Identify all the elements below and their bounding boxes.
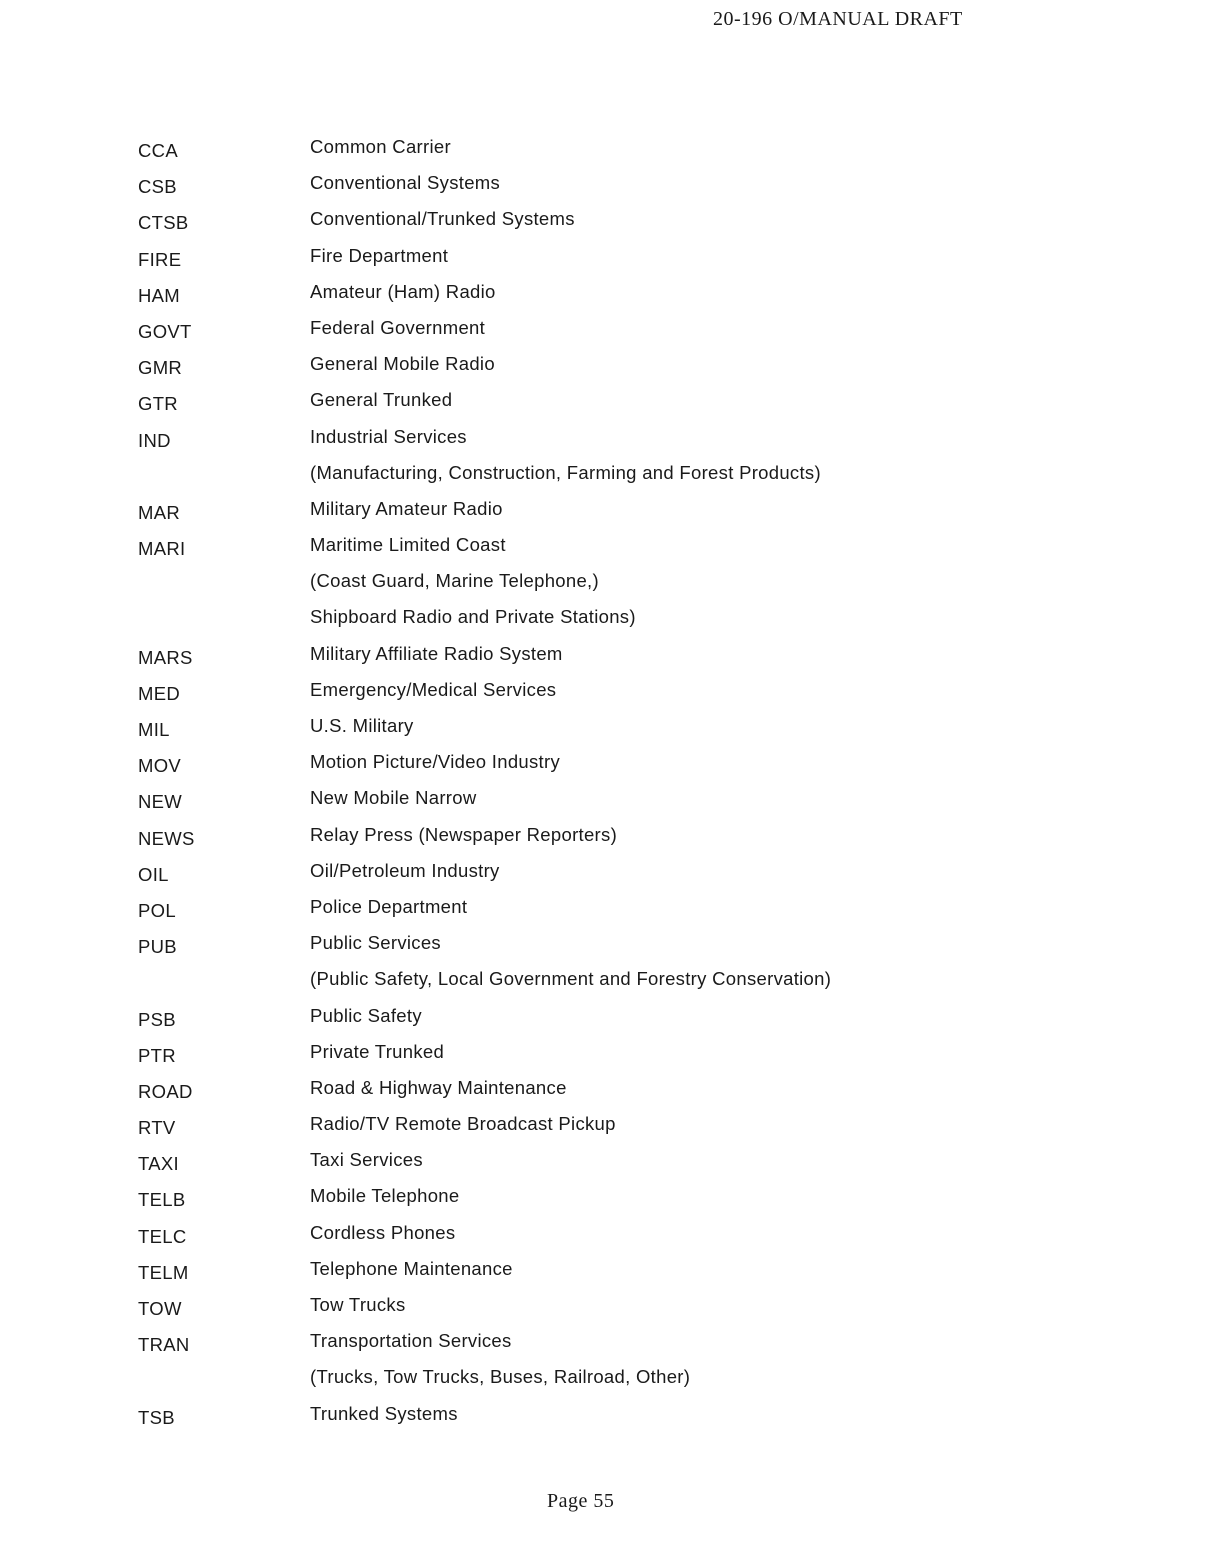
list-item [138,389,1038,425]
abbreviation-code: PTR [138,1044,176,1066]
list-item [138,643,1038,679]
abbreviation-description: Public Services [310,932,441,954]
list-item [138,1222,1038,1258]
list-item [138,932,1038,968]
abbreviation-description: U.S. Military [310,715,414,736]
abbreviation-code: TELB [138,1189,186,1211]
list-item [138,1258,1038,1294]
abbreviation-code: TAXI [138,1153,179,1175]
document-header: 20-196 O/MANUAL DRAFT [713,8,963,30]
abbreviation-description: (Public Safety, Local Government and Forestry Conservation) [310,968,832,990]
list-item [138,751,1038,787]
abbreviation-description: Relay Press (Newspaper Reporters) [310,823,618,845]
list-item [138,1403,1038,1439]
abbreviation-code: CTSB [138,212,189,234]
abbreviation-description: Trunked Systems [310,1402,458,1424]
abbreviation-description: Radio/TV Remote Broadcast Pickup [310,1113,616,1135]
abbreviation-description: Maritime Limited Coast [310,534,506,556]
abbreviation-description: Military Amateur Radio [310,497,503,519]
abbreviation-description: General Mobile Radio [310,353,495,375]
list-item [138,787,1038,823]
abbreviation-description: Oil/Petroleum Industry [310,859,500,881]
abbreviation-code: MOV [138,755,182,777]
abbreviation-description: Police Department [310,895,468,917]
list-item [138,1005,1038,1041]
list-item [138,1294,1038,1330]
list-item [138,498,1038,534]
abbreviation-description: Transportation Services [310,1330,512,1352]
abbreviation-code: GMR [138,357,183,379]
abbreviation-description: Motion Picture/Video Industry [310,751,561,773]
abbreviation-description: Military Affiliate Radio System [310,642,563,664]
list-item-continuation [138,462,1038,498]
list-item [138,317,1038,353]
list-item [138,208,1038,244]
list-item-continuation [138,570,1038,606]
list-item [138,281,1038,317]
list-item [138,353,1038,389]
abbreviation-description: Public Safety [310,1004,422,1026]
list-item-continuation [138,968,1038,1004]
abbreviation-code: GOVT [138,320,192,342]
list-item [138,679,1038,715]
list-item [138,1330,1038,1366]
list-item [138,1185,1038,1221]
abbreviation-description: Mobile Telephone [310,1185,460,1207]
abbreviation-description: Common Carrier [310,136,451,157]
abbreviation-code: HAM [138,284,181,306]
abbreviation-code: MAR [138,501,181,523]
list-item [138,534,1038,570]
abbreviation-code: TELC [138,1225,187,1247]
abbreviation-description: Road & Highway Maintenance [310,1076,567,1098]
abbreviation-code: IND [138,429,171,451]
abbreviation-description: Federal Government [310,316,486,338]
abbreviation-code: OIL [138,863,169,885]
abbreviation-code: MED [138,682,181,704]
list-item [138,715,1038,751]
abbreviation-description: Telephone Maintenance [310,1257,513,1279]
abbreviation-code: TRAN [138,1334,190,1356]
abbreviation-code: TOW [138,1298,182,1319]
abbreviation-description: Conventional Systems [310,172,501,194]
abbreviation-code: POL [138,899,176,921]
list-item [138,1149,1038,1185]
abbreviation-description: Private Trunked [310,1040,445,1062]
list-item [138,136,1038,172]
list-item-continuation [138,1366,1038,1402]
list-item [138,172,1038,208]
abbreviation-code: CSB [138,176,177,198]
list-item [138,824,1038,860]
list-item-continuation [138,606,1038,642]
list-item [138,245,1038,281]
abbreviation-description: Tow Trucks [310,1294,406,1315]
abbreviation-code: FIRE [138,248,182,270]
abbreviation-code: GTR [138,393,178,415]
abbreviation-description: Emergency/Medical Services [310,678,557,700]
abbreviation-code: TSB [138,1406,175,1428]
abbreviation-description: Cordless Phones [310,1221,456,1243]
abbreviation-code: PSB [138,1008,176,1030]
abbreviation-description: General Trunked [310,389,453,411]
list-item [138,896,1038,932]
abbreviation-code: NEWS [138,827,195,849]
abbreviation-description: New Mobile Narrow [310,787,477,809]
abbreviation-code: CCA [138,140,178,161]
abbreviation-description: Fire Department [310,244,449,266]
abbreviation-code: MARI [138,538,186,560]
list-item [138,426,1038,462]
list-item [138,860,1038,896]
abbreviation-code: MIL [138,719,170,740]
abbreviation-code: TELM [138,1261,189,1283]
abbreviation-description: Shipboard Radio and Private Stations) [310,606,636,628]
list-item [138,1041,1038,1077]
abbreviation-code: ROAD [138,1080,193,1102]
page-number: Page 55 [547,1490,615,1512]
list-item [138,1077,1038,1113]
abbreviation-description: Taxi Services [310,1149,423,1171]
abbreviation-code: RTV [138,1117,176,1139]
list-item [138,1113,1038,1149]
abbreviation-description: (Manufacturing, Construction, Farming and Forest Products) [310,461,821,483]
abbreviation-description: Industrial Services [310,425,467,447]
abbreviation-description: (Coast Guard, Marine Telephone,) [310,570,599,592]
abbreviation-description: Conventional/Trunked Systems [310,208,575,230]
abbreviation-code: PUB [138,936,177,958]
abbreviation-list [138,136,1038,1439]
abbreviation-description: Amateur (Ham) Radio [310,280,496,302]
abbreviation-description: (Trucks, Tow Trucks, Buses, Railroad, Other) [310,1366,691,1388]
abbreviation-code: MARS [138,646,193,668]
abbreviation-code: NEW [138,791,183,813]
